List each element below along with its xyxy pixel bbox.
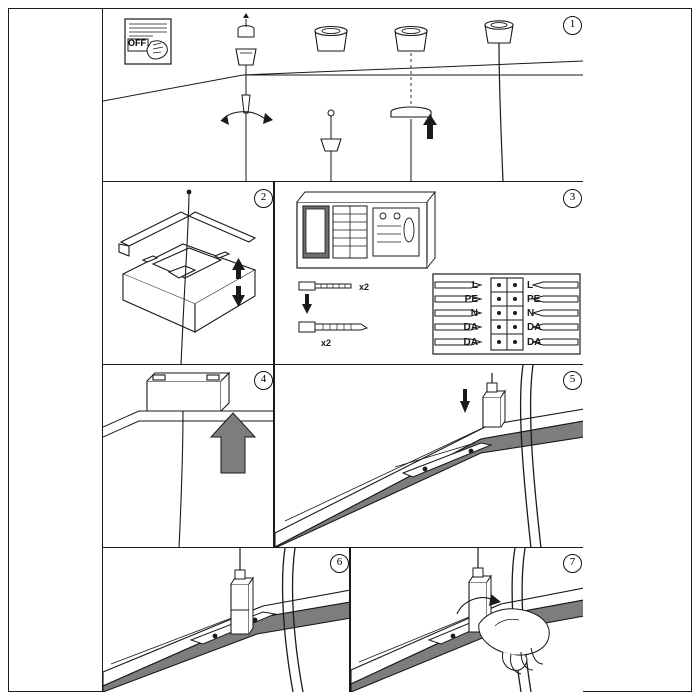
terminal-left-label-2: N (470, 308, 478, 319)
track-rail (103, 590, 350, 692)
terminal-right-label-2: N (527, 308, 535, 319)
step-badge-3: 3 (563, 189, 582, 208)
screw-qty-1-label: x2 (359, 282, 370, 292)
panel-step-7 (350, 548, 583, 692)
screw-set-2 (299, 322, 367, 348)
terminal-left-label-1: PE (464, 294, 478, 305)
panel-step-6 (102, 548, 350, 692)
step-badge-7: 7 (563, 554, 582, 573)
panel-step-1 (102, 9, 583, 182)
terminal-left-label-4: DA (463, 337, 478, 348)
step-badge-4: 4 (254, 371, 273, 390)
track-connector-seated (231, 548, 253, 634)
screw-downward-arrow-icon (302, 294, 312, 314)
panel-step-2 (102, 182, 274, 365)
screw-set-1 (299, 282, 369, 292)
step-badge-2: 2 (254, 189, 273, 208)
suspension-pin (321, 110, 341, 182)
terminal-left-label-3: DA (463, 322, 478, 333)
track-connector (483, 373, 505, 427)
terminal-right-label-0: L (527, 280, 534, 291)
canopy-detail-b (391, 27, 437, 183)
driver-housing (297, 192, 435, 268)
panel-step-4 (102, 365, 274, 548)
step-badge-1: 1 (563, 16, 582, 35)
canopy-detail-c (485, 21, 513, 182)
step-badge-6: 6 (330, 554, 349, 573)
terminal-left-label-0: L (471, 280, 478, 291)
screw-qty-2-label: x2 (321, 338, 332, 348)
insert-arrow-icon (460, 389, 470, 413)
canopy-detail-a (315, 27, 347, 52)
terminal-right-label-1: PE (527, 294, 541, 305)
lift-arrow-icon (211, 413, 255, 473)
track-rail (275, 409, 583, 548)
terminal-right-label-3: DA (527, 322, 542, 333)
step-badge-5: 5 (563, 371, 582, 390)
power-off-label: OFF (128, 38, 146, 48)
terminal-right-label-4: DA (527, 337, 542, 348)
panel-step-5 (274, 365, 583, 548)
terminal-block-diagram (433, 274, 580, 354)
fixture-housing (147, 373, 229, 411)
mounting-clip-assembly (221, 13, 273, 182)
panel-step-3 (274, 182, 583, 365)
up-arrow-icon (423, 114, 437, 139)
hand-icon (479, 609, 549, 674)
